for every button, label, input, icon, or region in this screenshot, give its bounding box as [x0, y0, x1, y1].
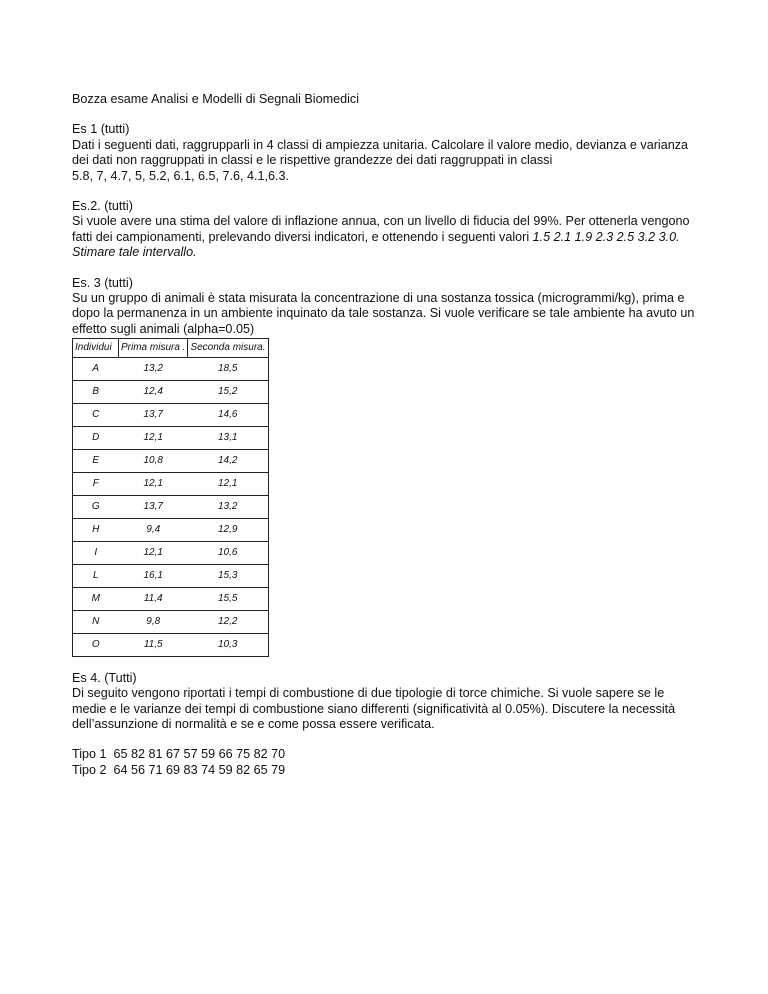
exercise-4-text-line-3: dell’assunzione di normalità e se e come possa essere verificata.: [72, 716, 435, 731]
exercise-2: [72, 199, 712, 261]
column-header-prima-misura: Prima misura .: [119, 339, 188, 357]
cell-seconda-misura: 14,2: [188, 449, 268, 472]
cell-seconda-misura: 13,2: [188, 495, 268, 518]
exercise-2-heading: Es.2. (tutti): [72, 199, 133, 214]
table-row: [73, 587, 269, 610]
cell-individuo: E: [73, 449, 119, 472]
cell-prima-misura: 12,1: [119, 426, 188, 449]
cell-seconda-misura: 10,6: [188, 541, 268, 564]
table-row: [73, 357, 269, 380]
table-row: [73, 472, 269, 495]
column-header-individui: Individui: [73, 339, 119, 357]
cell-seconda-misura: 18,5: [188, 357, 268, 380]
measurements-table: [72, 338, 269, 656]
exercise-1: [72, 122, 712, 184]
cell-individuo: F: [73, 472, 119, 495]
table-row: [73, 380, 269, 403]
exercise-1-text-line-2: dei dati non raggruppati in classi e le rispettive grandezze dei dati raggruppati in classi: [72, 153, 553, 168]
cell-prima-misura: 12,4: [119, 380, 188, 403]
column-header-seconda-misura: Seconda misura.: [188, 339, 268, 357]
exercise-4-text-line-2: medie e le varianze dei tempi di combustione siano differenti (significatività al 0.05%). Discutere la necessità: [72, 701, 676, 716]
cell-prima-misura: 11,4: [119, 587, 188, 610]
cell-prima-misura: 10,8: [119, 449, 188, 472]
cell-individuo: O: [73, 633, 119, 656]
cell-prima-misura: 13,7: [119, 495, 188, 518]
exercise-2-instruction: Stimare tale intervallo.: [72, 245, 197, 260]
cell-prima-misura: 13,2: [119, 357, 188, 380]
exercise-4: [72, 671, 712, 778]
table-row: [73, 449, 269, 472]
table-row: [73, 564, 269, 587]
table-row: [73, 426, 269, 449]
exercise-4-text-line-1: Di seguito vengono riportati i tempi di combustione di due tipologie di torce chimiche. Si vuole sapere se le: [72, 686, 665, 701]
table-header-row: [73, 339, 269, 357]
cell-individuo: I: [73, 541, 119, 564]
cell-individuo: A: [73, 357, 119, 380]
cell-prima-misura: 9,8: [119, 610, 188, 633]
exercise-3-text-line-3: effetto sugli animali (alpha=0.05): [72, 321, 255, 336]
cell-individuo: N: [73, 610, 119, 633]
cell-seconda-misura: 14,6: [188, 403, 268, 426]
exercise-4-heading: Es 4. (Tutti): [72, 670, 137, 685]
cell-individuo: M: [73, 587, 119, 610]
cell-individuo: G: [73, 495, 119, 518]
exercise-2-text-line-2: [72, 230, 712, 245]
document-page: [72, 92, 712, 778]
cell-prima-misura: 12,1: [119, 472, 188, 495]
exercise-1-values: 5.8, 7, 4.7, 5, 5.2, 6.1, 6.5, 7.6, 4.1,6.3.: [72, 168, 290, 183]
cell-seconda-misura: 13,1: [188, 426, 268, 449]
exercise-3-text-line-1: Su un gruppo di animali è stata misurata la concentrazione di una sostanza tossica (microgrammi/kg), prima e: [72, 291, 685, 306]
cell-prima-misura: 16,1: [119, 564, 188, 587]
cell-seconda-misura: 15,5: [188, 587, 268, 610]
table-row: [73, 633, 269, 656]
exercise-2-text-line-1: Si vuole avere una stima del valore di inflazione annua, con un livello di fiducia del 99%. Per ottenerla vengono: [72, 214, 690, 229]
cell-seconda-misura: 15,2: [188, 380, 268, 403]
cell-individuo: D: [73, 426, 119, 449]
table-row: [73, 518, 269, 541]
cell-individuo: H: [73, 518, 119, 541]
exercise-2-values: 1.5 2.1 1.9 2.3 2.5 3.2 3.0.: [532, 229, 680, 244]
cell-seconda-misura: 15,3: [188, 564, 268, 587]
exercise-1-heading: Es 1 (tutti): [72, 122, 130, 137]
document-title: Bozza esame Analisi e Modelli di Segnali Biomedici: [72, 92, 360, 106]
cell-individuo: B: [73, 380, 119, 403]
cell-prima-misura: 12,1: [119, 541, 188, 564]
exercise-2-text-plain: fatti dei campionamenti, prelevando diversi indicatori, e ottenendo i seguenti valori: [72, 229, 533, 244]
cell-prima-misura: 9,4: [119, 518, 188, 541]
cell-prima-misura: 11,5: [119, 633, 188, 656]
cell-seconda-misura: 12,1: [188, 472, 268, 495]
cell-seconda-misura: 12,2: [188, 610, 268, 633]
table-row: [73, 610, 269, 633]
tipo-2-values: Tipo 2 64 56 71 69 83 74 59 82 65 79: [72, 762, 286, 777]
exercise-1-text-line-1: Dati i seguenti dati, raggrupparli in 4 classi di ampiezza unitaria. Calcolare il valore medio, devianza e varianza: [72, 137, 689, 152]
cell-individuo: L: [73, 564, 119, 587]
exercise-3-heading: Es. 3 (tutti): [72, 275, 133, 290]
cell-seconda-misura: 10,3: [188, 633, 268, 656]
table-row: [73, 495, 269, 518]
table-row: [73, 541, 269, 564]
cell-prima-misura: 13,7: [119, 403, 188, 426]
exercise-3: [72, 276, 712, 657]
exercise-3-text-line-2: dopo la permanenza in un ambiente inquinato da tale sostanza. Si vuole verificare se tale ambiente ha avuto un: [72, 306, 695, 321]
cell-seconda-misura: 12,9: [188, 518, 268, 541]
tipo-1-values: Tipo 1 65 82 81 67 57 59 66 75 82 70: [72, 747, 286, 762]
table-row: [73, 403, 269, 426]
cell-individuo: C: [73, 403, 119, 426]
